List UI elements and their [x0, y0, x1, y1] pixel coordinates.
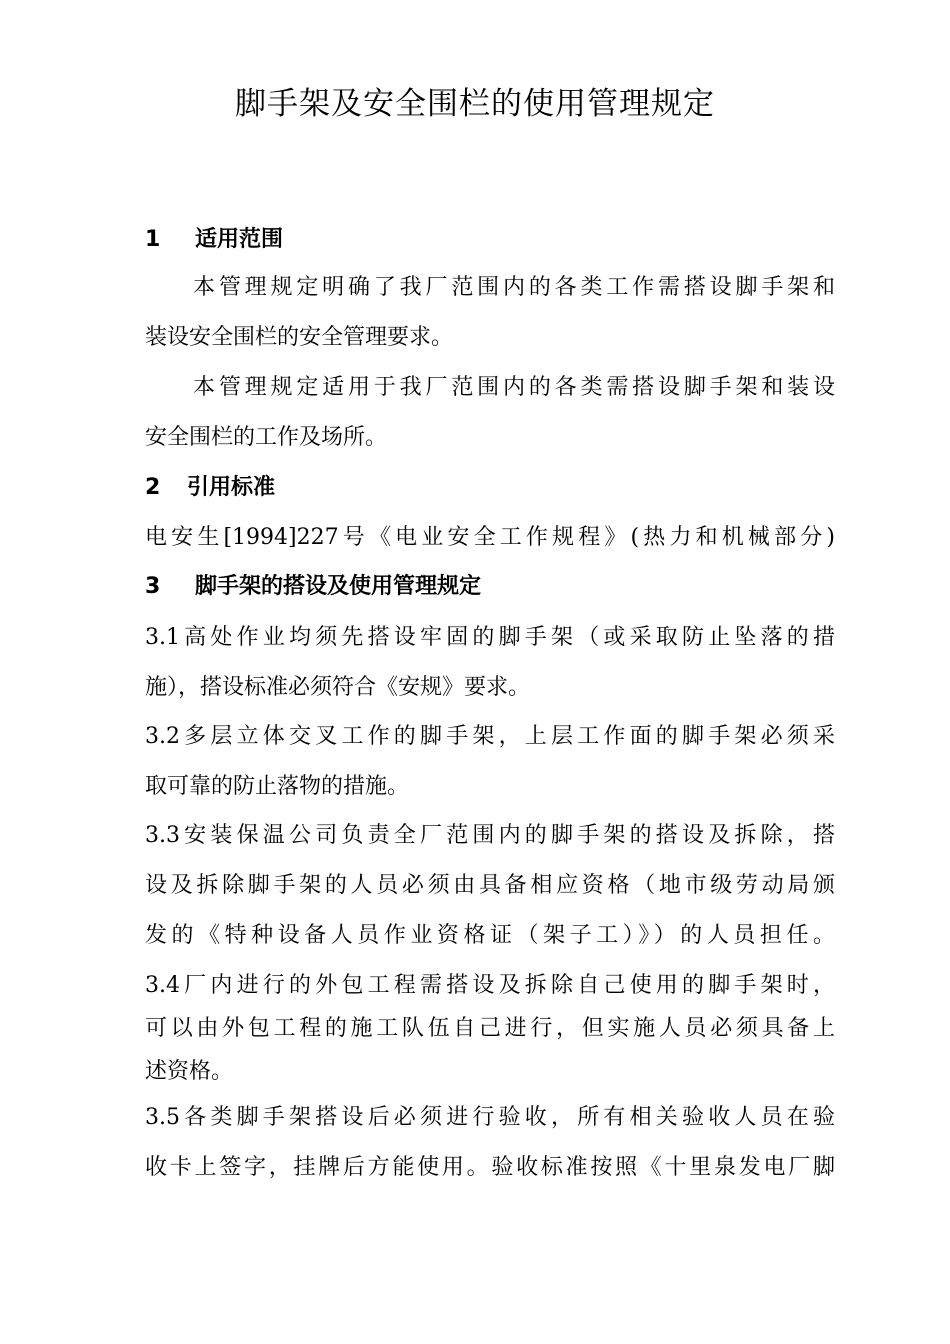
section-title: 脚手架的搭设及使用管理规定 [195, 574, 482, 599]
section-heading-3 [145, 569, 481, 600]
paragraph-line: 3.2多层立体交叉工作的脚手架，上层工作面的脚手架必须采 [145, 724, 835, 749]
paragraph-line: 3.5各类脚手架搭设后必须进行验收，所有相关验收人员在验 [145, 1105, 835, 1130]
paragraph-line: 本管理规定明确了我厂范围内的各类工作需搭设脚手架和 [193, 275, 835, 300]
section-heading-1 [145, 222, 283, 253]
section-title: 适用范围 [195, 227, 284, 252]
paragraph-line: 可以由外包工程的施工队伍自己进行，但实施人员必须具备上 [145, 1016, 835, 1041]
section-title: 引用标准 [187, 475, 276, 500]
paragraph-line: 3.4厂内进行的外包工程需搭设及拆除自己使用的脚手架时， [145, 973, 835, 998]
section-number: 1 [145, 227, 161, 252]
paragraph-line: 发的《特种设备人员作业资格证（架子工）》）的人员担任。 [145, 923, 835, 948]
paragraph-line: 3.1高处作业均须先搭设牢固的脚手架（或采取防止坠落的措 [145, 625, 835, 650]
paragraph-line: 述资格。 [145, 1059, 234, 1084]
paragraph-line: 收卡上签字，挂牌后方能使用。验收标准按照《十里泉发电厂脚 [145, 1155, 835, 1180]
section-number: 2 [145, 475, 161, 500]
paragraph-line: 本管理规定适用于我厂范围内的各类需搭设脚手架和装设 [193, 375, 835, 400]
section-number: 3 [145, 574, 161, 599]
reference-line: 电安生[1994]227号《电业安全工作规程》(热力和机械部分) [145, 525, 835, 550]
paragraph-line: 施），搭设标准必须符合《安规》要求。 [145, 675, 531, 700]
paragraph-line: 取可靠的防止落物的措施。 [145, 774, 410, 799]
section-heading-2 [145, 470, 275, 501]
paragraph-line: 装设安全围栏的安全管理要求。 [145, 325, 454, 350]
document-title: 脚手架及安全围栏的使用管理规定 [235, 86, 715, 122]
paragraph-line: 安全围栏的工作及场所。 [145, 425, 388, 450]
paragraph-line: 3.3安装保温公司负责全厂范围内的脚手架的搭设及拆除，搭 [145, 823, 835, 848]
paragraph-line: 设及拆除脚手架的人员必须由具备相应资格（地市级劳动局颁 [145, 873, 835, 898]
